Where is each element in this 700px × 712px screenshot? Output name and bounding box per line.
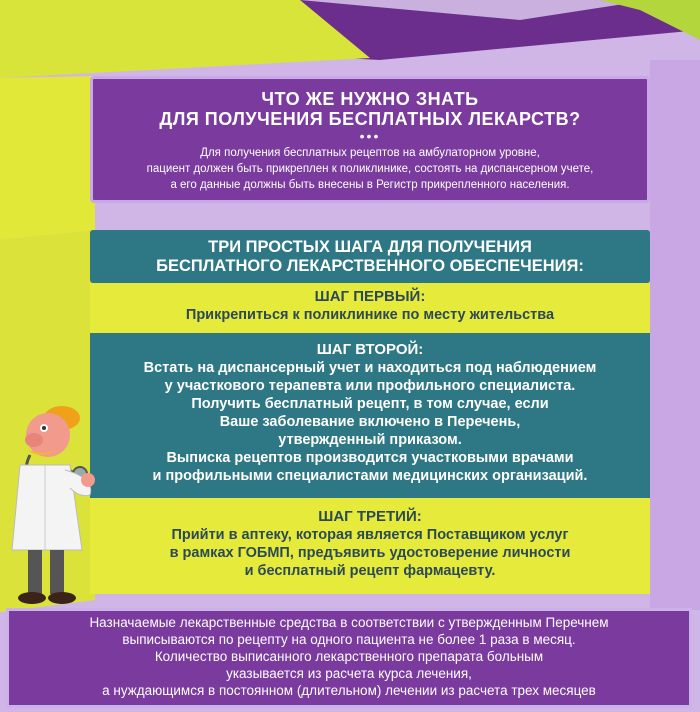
info-line: а его данные должны быть внесены в Регистр прикрепленного населения. xyxy=(170,179,570,191)
doctor-illustration xyxy=(0,400,120,610)
step-three-line: и бесплатный рецепт фармацевту. xyxy=(244,563,496,579)
step-two-line: утвержденный приказом. xyxy=(278,432,462,448)
info-line: пациент должен быть прикреплен к поликлинике, состоять на диспансерном учете, xyxy=(146,163,594,175)
steps-heading xyxy=(90,230,650,283)
footer-line: указывается из расчета курса лечения, xyxy=(226,666,472,681)
info-text xyxy=(93,145,647,193)
step-two-title: ШАГ ВТОРОЙ: xyxy=(316,341,424,358)
step-one-title: ШАГ ПЕРВЫЙ: xyxy=(314,288,426,305)
title-line-2: ДЛЯ ПОЛУЧЕНИЯ БЕСПЛАТНЫХ ЛЕКАРСТВ? xyxy=(159,109,581,129)
step-one xyxy=(90,283,650,333)
dots-divider: ••• xyxy=(359,128,381,144)
step-two-line: Ваше заболевание включено в Перечень, xyxy=(219,414,521,430)
step-two-line: Встать на диспансерный учет и находиться под наблюдением xyxy=(143,360,597,376)
steps-heading-line: ТРИ ПРОСТЫХ ШАГА ДЛЯ ПОЛУЧЕНИЯ xyxy=(208,238,532,256)
step-one-text: Прикрепиться к поликлинике по месту жительства xyxy=(185,307,555,323)
step-three-line: в рамках ГОБМП, предъявить удостоверение личности xyxy=(169,545,571,561)
footer-line: Количество выписанного лекарственного препарата больным xyxy=(154,649,544,664)
step-two xyxy=(90,333,650,498)
step-two-text xyxy=(90,359,650,485)
step-three xyxy=(90,498,650,594)
footer-line: выписываются по рецепту на одного пациента не более 1 раза в месяц. xyxy=(122,632,576,647)
step-two-line: Получить бесплатный рецепт, в том случае, если xyxy=(191,396,549,412)
page-title xyxy=(93,89,647,129)
step-three-text xyxy=(90,526,650,580)
footer-line: а нуждающимся в постоянном (длительном) лечении из расчета трех месяцев xyxy=(102,683,596,698)
footer-note xyxy=(6,608,692,708)
info-line: Для получения бесплатных рецептов на амбулаторном уровне, xyxy=(200,147,540,159)
step-two-line: и профильными специалистами медицинских организаций. xyxy=(152,468,588,484)
step-three-title: ШАГ ТРЕТИЙ: xyxy=(318,508,422,525)
info-panel xyxy=(90,76,650,203)
steps-heading-line: БЕСПЛАТНОГО ЛЕКАРСТВЕННОГО ОБЕСПЕЧЕНИЯ: xyxy=(156,257,584,275)
title-line-1: ЧТО ЖЕ НУЖНО ЗНАТЬ xyxy=(261,89,479,109)
step-two-line: у участкового терапевта или профильного специалиста. xyxy=(164,378,576,394)
footer-line: Назначаемые лекарственные средства в соответствии с утвержденным Перечнем xyxy=(89,615,609,630)
step-two-line: Выписка рецептов производится участковыми врачами xyxy=(166,450,574,466)
step-three-line: Прийти в аптеку, которая является Поставщиком услуг xyxy=(171,527,569,543)
